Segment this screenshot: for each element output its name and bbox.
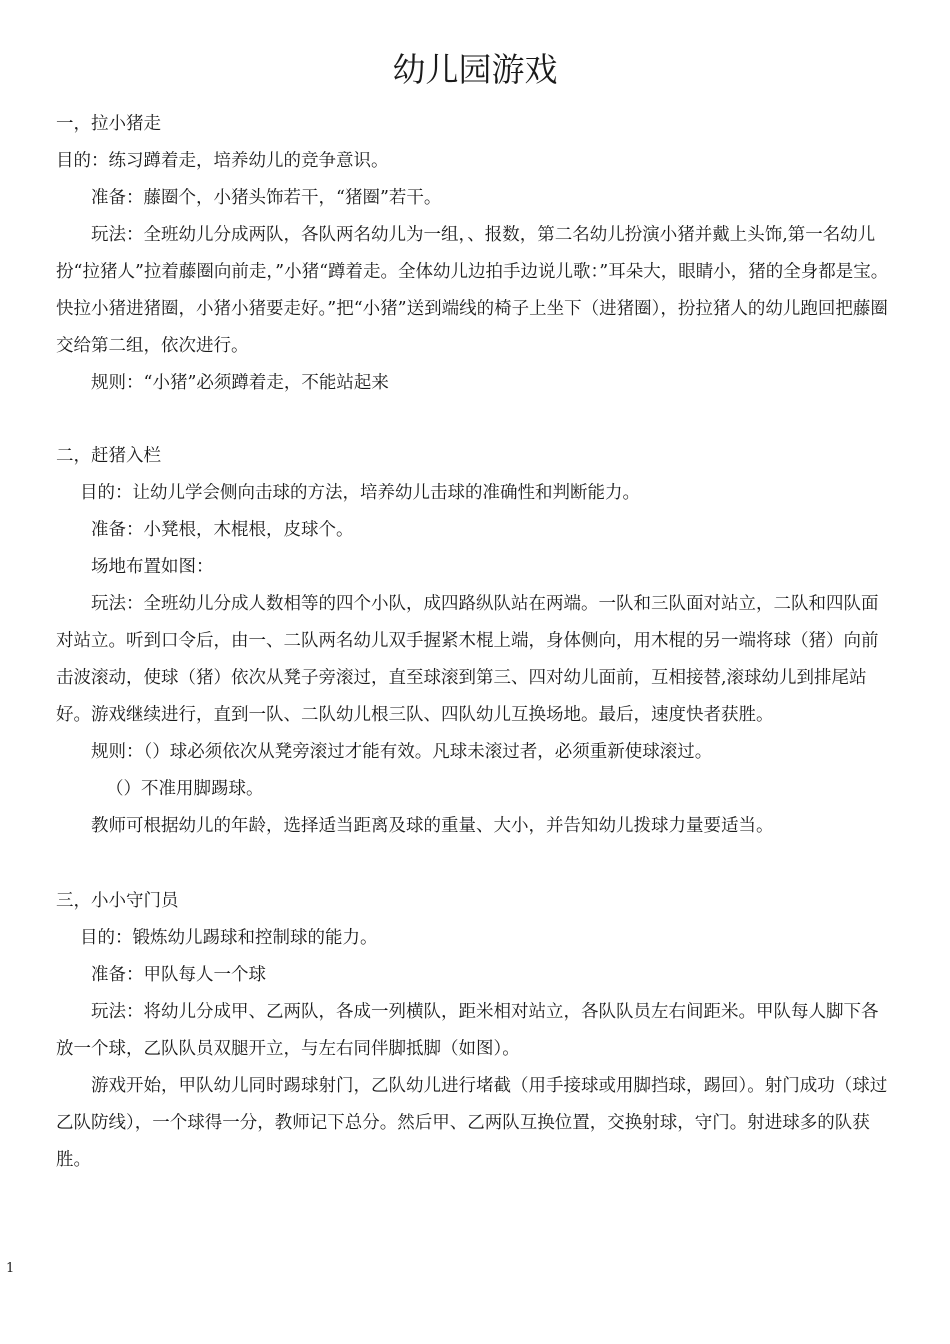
section-1-heading: 一，拉小猪走 — [56, 114, 161, 134]
document-title: 幼儿园游戏 — [392, 50, 558, 89]
page-number: 1 — [6, 1261, 15, 1276]
section-spacer — [56, 402, 894, 438]
section-spacer — [56, 845, 894, 883]
section-2-prep: 准备：小凳根，木棍根，皮球个。 — [91, 520, 354, 540]
section-2-rule-1: 规则：（）球必须依次从凳旁滚过才能有效。凡球未滚过者，必须重新使球滚过。 — [91, 742, 713, 762]
document-body — [56, 106, 894, 1179]
section-1-goal: 目的：练习蹲着走，培养幼儿的竞争意识。 — [56, 151, 389, 171]
section-2-goal: 目的：让幼儿学会侧向击球的方法，培养幼儿击球的准确性和判断能力。 — [80, 483, 640, 503]
section-1-rule: 规则：“小猪”必须蹲着走，不能站起来 — [91, 373, 389, 393]
section-3-play: 玩法：将幼儿分成甲、乙两队，各成一列横队，距米相对站立，各队队员左右间距米。甲队每人脚下各放一个球，乙队队员双腿开立，与左右同伴脚抵脚（如图）。 — [56, 1002, 879, 1059]
section-2-play: 玩法：全班幼儿分成人数相等的四个小队，成四路纵队站在两端。一队和三队面对站立，二队和四队面对站立。听到口令后，由一、二队两名幼儿双手握紧木棍上端，身体侧向，用木棍的另一端将球（猪）向前击波滚动，使球（猪）依次从凳子旁滚过，直至球滚到第三、四对幼儿面前，互相接替,滚球幼儿到排尾站好。游戏继续进行，直到一队、二队幼儿根三队、四队幼儿互换场地。最后，速度快者获胜。 — [56, 594, 879, 725]
section-2-layout: 场地布置如图： — [91, 557, 214, 577]
section-2-rule-2: （）不准用脚踢球。 — [106, 779, 264, 799]
section-3-heading: 三，小小守门员 — [56, 891, 179, 911]
section-2-note: 教师可根据幼儿的年龄，选择适当距离及球的重量、大小，并告知幼儿拨球力量要适当。 — [91, 816, 774, 836]
section-1-prep: 准备：藤圈个，小猪头饰若干，“猪圈”若干。 — [91, 188, 442, 208]
section-3-play-2: 游戏开始，甲队幼儿同时踢球射门，乙队幼儿进行堵截（用手接球或用脚挡球，踢回）。射门成功（球过乙队防线），一个球得一分，教师记下总分。然后甲、乙两队互换位置，交换射球，守门。射进球多的队获胜。 — [56, 1076, 888, 1170]
section-3-prep: 准备：甲队每人一个球 — [91, 965, 266, 985]
section-1-play: 玩法：全班幼儿分成两队，各队两名幼儿为一组，、报数，第二名幼儿扮演小猪并戴上头饰,第一名幼儿扮“拉猪人”拉着藤圈向前走，”小猪“蹲着走。全体幼儿边拍手边说儿歌：”耳朵大，眼睛小，猪的全身都是宝。快拉小猪进猪圈，小猪小猪要走好。”把“小猪”送到端线的椅子上坐下（进猪圈），扮拉猪人的幼儿跑回把藤圈交给第二组，依次进行。 — [56, 225, 889, 356]
section-3-goal: 目的：锻炼幼儿踢球和控制球的能力。 — [80, 928, 378, 948]
section-2-heading: 二，赶猪入栏 — [56, 446, 161, 466]
